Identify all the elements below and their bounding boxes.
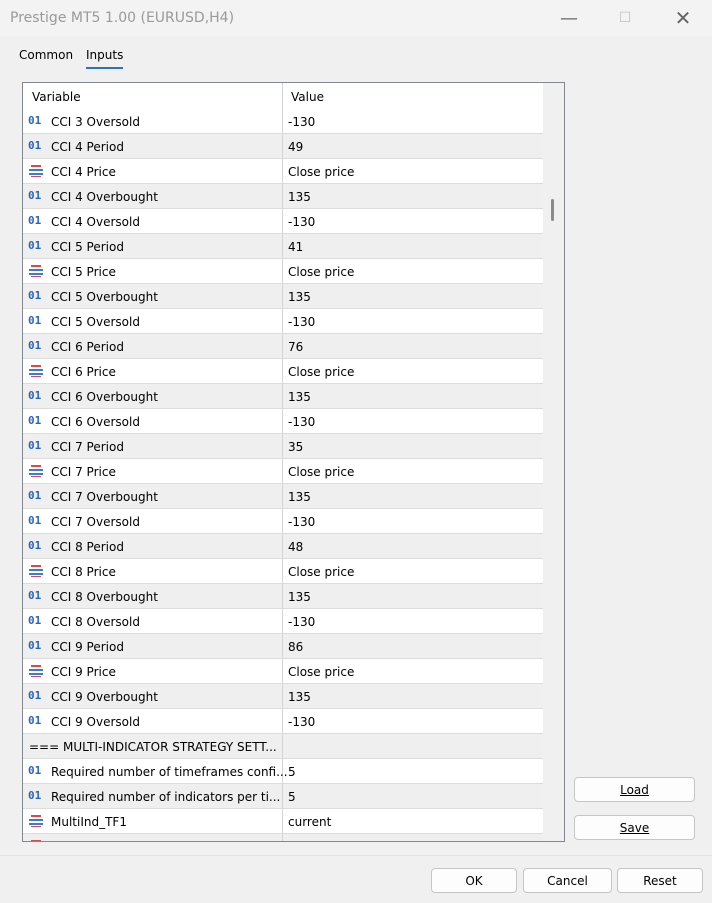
table-row[interactable] bbox=[23, 559, 543, 584]
variable-cell bbox=[23, 784, 283, 808]
value-text: -130 bbox=[288, 415, 316, 429]
numeric-icon: 01 bbox=[28, 589, 42, 602]
value-cell[interactable] bbox=[283, 409, 543, 433]
value-cell[interactable] bbox=[283, 734, 543, 758]
table-row[interactable] bbox=[23, 434, 543, 459]
enum-icon bbox=[29, 365, 43, 377]
value-cell[interactable] bbox=[283, 684, 543, 708]
variable-cell bbox=[23, 184, 283, 208]
value-cell[interactable] bbox=[283, 809, 543, 833]
value-text: -130 bbox=[288, 615, 316, 629]
table-row[interactable] bbox=[23, 384, 543, 409]
table-row[interactable] bbox=[23, 134, 543, 159]
value-cell[interactable] bbox=[283, 584, 543, 608]
value-cell[interactable] bbox=[283, 209, 543, 233]
variable-name: CCI 8 Period bbox=[51, 540, 124, 554]
value-text: 135 bbox=[288, 190, 311, 204]
active-tab-indicator bbox=[86, 67, 123, 69]
value-cell[interactable] bbox=[283, 159, 543, 183]
numeric-icon: 01 bbox=[28, 414, 42, 427]
variable-cell bbox=[23, 834, 283, 842]
variable-cell bbox=[23, 609, 283, 633]
table-row[interactable] bbox=[23, 209, 543, 234]
variable-cell bbox=[23, 634, 283, 658]
variable-cell bbox=[23, 709, 283, 733]
table-row[interactable] bbox=[23, 784, 543, 809]
value-text: 135 bbox=[288, 290, 311, 304]
variable-cell bbox=[23, 409, 283, 433]
variable-name: CCI 7 Price bbox=[51, 465, 116, 479]
value-text: Close price bbox=[288, 565, 355, 579]
variable-name: CCI 4 Period bbox=[51, 140, 124, 154]
variable-name: CCI 6 Price bbox=[51, 365, 116, 379]
table-row[interactable] bbox=[23, 584, 543, 609]
close-icon[interactable]: ✕ bbox=[674, 6, 692, 30]
enum-icon bbox=[29, 815, 43, 827]
value-cell[interactable] bbox=[283, 709, 543, 733]
variable-name: CCI 9 Price bbox=[51, 665, 116, 679]
enum-icon bbox=[29, 840, 43, 842]
variable-cell bbox=[23, 659, 283, 683]
variable-name: CCI 9 Oversold bbox=[51, 715, 140, 729]
variable-name: CCI 7 Period bbox=[51, 440, 124, 454]
numeric-icon: 01 bbox=[28, 339, 42, 352]
numeric-icon: 01 bbox=[28, 539, 42, 552]
tab-inputs-label: Inputs bbox=[86, 48, 124, 62]
numeric-icon: 01 bbox=[28, 514, 42, 527]
value-text: Close price bbox=[288, 465, 355, 479]
variable-cell bbox=[23, 459, 283, 483]
ok-button-label: OK bbox=[465, 873, 483, 888]
table-row[interactable] bbox=[23, 159, 543, 184]
numeric-icon: 01 bbox=[28, 489, 42, 502]
table-row[interactable] bbox=[23, 109, 543, 134]
value-cell[interactable] bbox=[283, 559, 543, 583]
numeric-icon: 01 bbox=[28, 139, 42, 152]
value-text: 48 bbox=[288, 540, 304, 554]
tab-strip bbox=[0, 36, 712, 72]
table-row[interactable] bbox=[23, 734, 543, 759]
enum-icon bbox=[29, 665, 43, 677]
numeric-icon: 01 bbox=[28, 214, 42, 227]
variable-name: CCI 6 Overbought bbox=[51, 390, 158, 404]
numeric-icon: 01 bbox=[28, 614, 42, 627]
variable-name: CCI 8 Oversold bbox=[51, 615, 140, 629]
value-cell[interactable] bbox=[283, 534, 543, 558]
value-cell[interactable] bbox=[283, 359, 543, 383]
numeric-icon: 01 bbox=[28, 189, 42, 202]
value-text: -130 bbox=[288, 215, 316, 229]
enum-icon bbox=[29, 465, 43, 477]
value-text: -130 bbox=[288, 115, 316, 129]
variable-name: CCI 6 Oversold bbox=[51, 415, 140, 429]
reset-button-label: Reset bbox=[643, 873, 677, 888]
save-button[interactable] bbox=[574, 815, 695, 840]
numeric-icon: 01 bbox=[28, 314, 42, 327]
column-separator[interactable] bbox=[282, 83, 283, 109]
value-text: 5 bbox=[288, 765, 296, 779]
inputs-grid bbox=[22, 82, 565, 842]
value-cell[interactable] bbox=[283, 234, 543, 258]
variable-cell bbox=[23, 309, 283, 333]
value-cell[interactable] bbox=[283, 609, 543, 633]
table-row[interactable] bbox=[23, 409, 543, 434]
value-text: current bbox=[288, 815, 332, 829]
variable-cell bbox=[23, 684, 283, 708]
column-header-value[interactable]: Value bbox=[291, 90, 324, 104]
variable-name: CCI 4 Price bbox=[51, 165, 116, 179]
variable-cell bbox=[23, 359, 283, 383]
tab-common-label: Common bbox=[19, 48, 74, 62]
variable-name: CCI 5 Oversold bbox=[51, 315, 140, 329]
table-row[interactable] bbox=[23, 659, 543, 684]
value-cell[interactable] bbox=[283, 334, 543, 358]
value-text: 135 bbox=[288, 690, 311, 704]
variable-name: CCI 7 Oversold bbox=[51, 515, 140, 529]
scrollbar-thumb[interactable] bbox=[551, 199, 554, 221]
value-text: 35 bbox=[288, 440, 304, 454]
value-text: 135 bbox=[288, 490, 311, 504]
variable-cell bbox=[23, 534, 283, 558]
value-text: 49 bbox=[288, 140, 304, 154]
table-row[interactable] bbox=[23, 234, 543, 259]
variable-name: CCI 8 Overbought bbox=[51, 590, 158, 604]
maximize-icon[interactable]: ☐ bbox=[618, 10, 632, 26]
table-row[interactable] bbox=[23, 459, 543, 484]
table-row[interactable] bbox=[23, 334, 543, 359]
variable-cell bbox=[23, 734, 283, 758]
table-row[interactable] bbox=[23, 834, 543, 842]
variable-name: CCI 5 Period bbox=[51, 240, 124, 254]
value-cell[interactable] bbox=[283, 659, 543, 683]
value-cell[interactable] bbox=[283, 434, 543, 458]
value-text: 135 bbox=[288, 590, 311, 604]
variable-name: CCI 9 Period bbox=[51, 640, 124, 654]
variable-name: CCI 9 Overbought bbox=[51, 690, 158, 704]
value-text: -130 bbox=[288, 715, 316, 729]
variable-cell bbox=[23, 109, 283, 133]
vertical-scrollbar[interactable] bbox=[543, 83, 564, 841]
variable-name: CCI 6 Period bbox=[51, 340, 124, 354]
variable-cell bbox=[23, 384, 283, 408]
value-cell[interactable] bbox=[283, 384, 543, 408]
numeric-icon: 01 bbox=[28, 714, 42, 727]
table-row[interactable] bbox=[23, 759, 543, 784]
table-row[interactable] bbox=[23, 284, 543, 309]
reset-button[interactable] bbox=[617, 868, 703, 893]
value-cell[interactable] bbox=[283, 284, 543, 308]
variable-cell bbox=[23, 759, 288, 783]
table-row[interactable] bbox=[23, 709, 543, 734]
table-row[interactable] bbox=[23, 634, 543, 659]
variable-name: Required number of indicators per ti... bbox=[51, 790, 281, 804]
numeric-icon: 01 bbox=[28, 114, 42, 127]
numeric-icon: 01 bbox=[28, 439, 42, 452]
variable-name: CCI 4 Oversold bbox=[51, 215, 140, 229]
variable-name: CCI 4 Overbought bbox=[51, 190, 158, 204]
load-button[interactable] bbox=[574, 777, 695, 802]
value-cell[interactable] bbox=[283, 309, 543, 333]
table-row[interactable] bbox=[23, 184, 543, 209]
numeric-icon: 01 bbox=[28, 389, 42, 402]
variable-cell bbox=[23, 209, 283, 233]
grid-header bbox=[23, 83, 543, 110]
numeric-icon: 01 bbox=[28, 689, 42, 702]
numeric-icon: 01 bbox=[28, 639, 42, 652]
value-cell[interactable] bbox=[283, 759, 543, 783]
value-text: 135 bbox=[288, 390, 311, 404]
variable-cell bbox=[23, 259, 283, 283]
variable-name: Required number of timeframes confi... bbox=[51, 765, 288, 779]
numeric-icon: 01 bbox=[28, 789, 42, 802]
value-cell[interactable] bbox=[283, 259, 543, 283]
table-row[interactable] bbox=[23, 259, 543, 284]
table-row[interactable] bbox=[23, 309, 543, 334]
cancel-button[interactable] bbox=[523, 868, 612, 893]
variable-name: CCI 5 Price bbox=[51, 265, 116, 279]
variable-name: CCI 5 Overbought bbox=[51, 290, 158, 304]
title-bar bbox=[0, 0, 712, 36]
variable-cell bbox=[23, 559, 283, 583]
value-cell[interactable] bbox=[283, 834, 543, 842]
value-cell[interactable] bbox=[283, 109, 543, 133]
value-text: -130 bbox=[288, 315, 316, 329]
variable-name: MultiInd_TF1 bbox=[51, 815, 127, 829]
value-text: Close price bbox=[288, 365, 355, 379]
tab-inputs[interactable] bbox=[86, 48, 123, 62]
value-text: 86 bbox=[288, 640, 304, 654]
table-row[interactable] bbox=[23, 359, 543, 384]
variable-cell bbox=[23, 334, 283, 358]
table-row[interactable] bbox=[23, 484, 543, 509]
column-header-variable[interactable]: Variable bbox=[32, 90, 81, 104]
variable-cell bbox=[23, 484, 283, 508]
cancel-button-label: Cancel bbox=[547, 873, 588, 888]
variable-cell bbox=[23, 509, 283, 533]
variable-cell bbox=[23, 134, 283, 158]
value-text: Close price bbox=[288, 165, 355, 179]
variable-cell bbox=[23, 159, 283, 183]
variable-name: CCI 8 Price bbox=[51, 565, 116, 579]
value-text: 5 bbox=[288, 790, 296, 804]
table-row[interactable] bbox=[23, 809, 543, 834]
variable-cell bbox=[23, 234, 283, 258]
value-cell[interactable] bbox=[283, 184, 543, 208]
value-text: -130 bbox=[288, 515, 316, 529]
variable-cell bbox=[23, 284, 283, 308]
load-button-label: Load bbox=[620, 782, 649, 797]
numeric-icon: 01 bbox=[28, 239, 42, 252]
enum-icon bbox=[29, 265, 43, 277]
table-row[interactable] bbox=[23, 684, 543, 709]
numeric-icon: 01 bbox=[28, 289, 42, 302]
value-cell[interactable] bbox=[283, 134, 543, 158]
value-cell[interactable] bbox=[283, 634, 543, 658]
enum-icon bbox=[29, 165, 43, 177]
variable-cell bbox=[23, 809, 283, 833]
numeric-icon: 01 bbox=[28, 764, 42, 777]
variable-name: CCI 7 Overbought bbox=[51, 490, 158, 504]
variable-name: === MULTI-INDICATOR STRATEGY SETT... bbox=[29, 740, 277, 754]
value-text: 76 bbox=[288, 340, 304, 354]
window-title: Prestige MT5 1.00 (EURUSD,H4) bbox=[10, 10, 235, 26]
value-text: Close price bbox=[288, 665, 355, 679]
grid-rows bbox=[23, 109, 543, 842]
value-cell[interactable] bbox=[283, 484, 543, 508]
value-text: 41 bbox=[288, 240, 304, 254]
table-row[interactable] bbox=[23, 534, 543, 559]
enum-icon bbox=[29, 565, 43, 577]
table-row[interactable] bbox=[23, 609, 543, 634]
value-cell[interactable] bbox=[283, 509, 543, 533]
value-cell[interactable] bbox=[283, 784, 543, 808]
value-cell[interactable] bbox=[283, 459, 543, 483]
minimize-icon[interactable]: — bbox=[560, 7, 578, 29]
variable-cell bbox=[23, 434, 283, 458]
tab-common[interactable] bbox=[19, 48, 73, 62]
variable-name: CCI 3 Oversold bbox=[51, 115, 140, 129]
ok-button[interactable] bbox=[431, 868, 517, 893]
variable-cell bbox=[23, 584, 283, 608]
table-row[interactable] bbox=[23, 509, 543, 534]
value-text: Close price bbox=[288, 265, 355, 279]
save-button-label: Save bbox=[619, 820, 650, 835]
